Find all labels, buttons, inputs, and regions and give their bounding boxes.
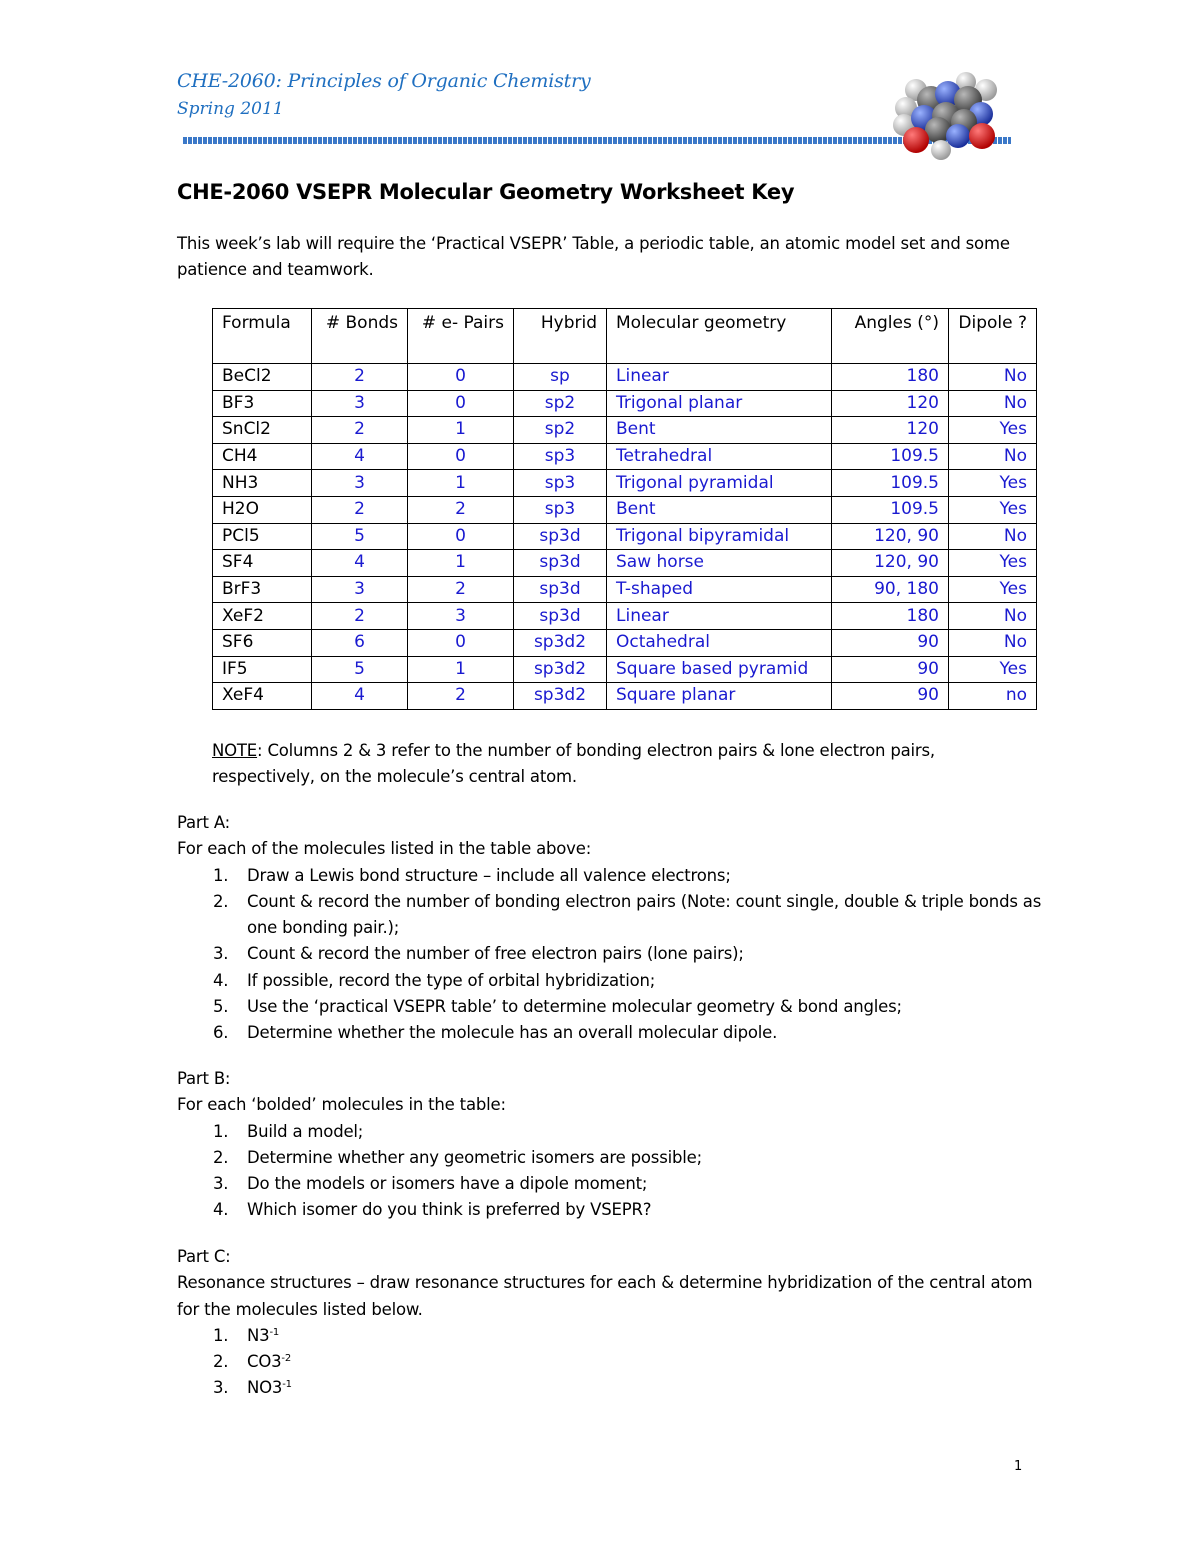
hybrid-cell: sp3d	[514, 523, 607, 550]
pairs-cell: 0	[408, 443, 514, 470]
geometry-cell: Linear	[607, 603, 832, 630]
dipole-cell: No	[949, 390, 1037, 417]
list-item-text: Determine whether the molecule has an overall molecular dipole.	[247, 1023, 778, 1043]
list-item-text: Draw a Lewis bond structure – include all valence electrons;	[247, 865, 731, 885]
geometry-cell: Bent	[607, 496, 832, 523]
dipole-cell: No	[949, 629, 1037, 656]
hybrid-cell: sp	[514, 364, 607, 391]
list-item-text: Which isomer do you think is preferred by VSEPR?	[247, 1200, 652, 1220]
formula-cell: BrF3	[213, 576, 312, 603]
list-item: 2. Determine whether any geometric isomers are possible;	[213, 1147, 702, 1167]
geometry-cell: Saw horse	[607, 550, 832, 577]
part-b-lead: For each ‘bolded’ molecules in the table:	[177, 1095, 506, 1115]
geometry-cell: T-shaped	[607, 576, 832, 603]
part-a-lead: For each of the molecules listed in the table above:	[177, 839, 592, 859]
header-bonds: # Bonds	[312, 309, 408, 364]
bonds-cell: 5	[312, 656, 408, 683]
part-c-section	[177, 1244, 1047, 1402]
part-b-heading: Part B:	[177, 1069, 231, 1088]
bonds-cell: 2	[312, 364, 408, 391]
pairs-cell: 2	[408, 683, 514, 710]
dipole-cell: No	[949, 523, 1037, 550]
formula-cell: BeCl2	[213, 364, 312, 391]
pairs-cell: 0	[408, 390, 514, 417]
table-note	[212, 738, 1042, 790]
hybrid-cell: sp2	[514, 390, 607, 417]
ion-formula: CO3	[247, 1352, 282, 1372]
angles-cell: 120	[832, 390, 949, 417]
angles-cell: 120	[832, 417, 949, 444]
table-row	[213, 417, 1037, 444]
pairs-cell: 2	[408, 576, 514, 603]
list-item: 2. Count & record the number of bonding electron pairs (Note: count single, double & triple bonds as one bonding pair.);	[213, 891, 1042, 938]
note-text: : Columns 2 & 3 refer to the number of bonding electron pairs & lone electron pairs, respectively, on the molecule’s central atom.	[212, 741, 935, 786]
bonds-cell: 2	[312, 417, 408, 444]
angles-cell: 109.5	[832, 443, 949, 470]
formula-cell: SnCl2	[213, 417, 312, 444]
pairs-cell: 0	[408, 364, 514, 391]
header-formula: Formula	[213, 309, 312, 364]
bonds-cell: 3	[312, 470, 408, 497]
list-item: 1. $N3^{-1}$	[213, 1325, 280, 1345]
hybrid-cell: sp3d	[514, 576, 607, 603]
table-row	[213, 603, 1037, 630]
ion-charge: -2	[281, 1353, 291, 1365]
course-term: Spring 2011	[177, 99, 284, 119]
header-geometry: Molecular geometry	[607, 309, 832, 364]
list-item: 6. Determine whether the molecule has an overall molecular dipole.	[213, 1023, 778, 1043]
bonds-cell: 2	[312, 603, 408, 630]
table-row	[213, 550, 1037, 577]
dipole-cell: Yes	[949, 576, 1037, 603]
hybrid-cell: sp3	[514, 470, 607, 497]
document-title: CHE-2060 VSEPR Molecular Geometry Worksheet Key	[177, 180, 795, 204]
list-item-text: Determine whether any geometric isomers are possible;	[247, 1147, 702, 1167]
angles-cell: 120, 90	[832, 523, 949, 550]
dipole-cell: No	[949, 603, 1037, 630]
hybrid-cell: sp2	[514, 417, 607, 444]
hybrid-cell: sp3d2	[514, 656, 607, 683]
list-item-text: Count & record the number of free electron pairs (lone pairs);	[247, 944, 744, 964]
list-item: 5. Use the ‘practical VSEPR table’ to determine molecular geometry & bond angles;	[213, 997, 902, 1017]
list-item-text: Use the ‘practical VSEPR table’ to determine molecular geometry & bond angles;	[247, 997, 902, 1017]
formula-cell: IF5	[213, 656, 312, 683]
list-item: 3. $NO3^{-1}$	[213, 1378, 292, 1398]
pairs-cell: 0	[408, 629, 514, 656]
angles-cell: 109.5	[832, 470, 949, 497]
formula-cell: NH3	[213, 470, 312, 497]
pairs-cell: 1	[408, 470, 514, 497]
formula-cell: SF6	[213, 629, 312, 656]
list-item-text: Build a model;	[247, 1121, 364, 1141]
list-item-text: If possible, record the type of orbital hybridization;	[247, 970, 656, 990]
geometry-cell: Tetrahedral	[607, 443, 832, 470]
dipole-cell: Yes	[949, 496, 1037, 523]
dipole-cell: no	[949, 683, 1037, 710]
bonds-cell: 6	[312, 629, 408, 656]
angles-cell: 90	[832, 683, 949, 710]
table-row	[213, 364, 1037, 391]
ion-formula: NO3	[247, 1378, 283, 1398]
geometry-cell: Square based pyramid	[607, 656, 832, 683]
table-row	[213, 576, 1037, 603]
geometry-cell: Linear	[607, 364, 832, 391]
hybrid-cell: sp3d2	[514, 629, 607, 656]
hybrid-cell: sp3d	[514, 603, 607, 630]
formula-cell: BF3	[213, 390, 312, 417]
hybrid-cell: sp3d	[514, 550, 607, 577]
table-row	[213, 390, 1037, 417]
table-header-row	[213, 309, 1037, 364]
table-row	[213, 683, 1037, 710]
angles-cell: 180	[832, 364, 949, 391]
bonds-cell: 4	[312, 683, 408, 710]
part-a-section	[177, 810, 1047, 1047]
vsepr-table	[212, 308, 1037, 710]
bonds-cell: 3	[312, 576, 408, 603]
part-c-heading: Part C:	[177, 1247, 231, 1266]
list-item: 4. If possible, record the type of orbital hybridization;	[213, 970, 656, 990]
dipole-cell: Yes	[949, 656, 1037, 683]
geometry-cell: Octahedral	[607, 629, 832, 656]
pairs-cell: 3	[408, 603, 514, 630]
formula-cell: H2O	[213, 496, 312, 523]
dipole-cell: Yes	[949, 417, 1037, 444]
header-hybrid: Hybrid	[514, 309, 607, 364]
geometry-cell: Trigonal pyramidal	[607, 470, 832, 497]
table-row	[213, 470, 1037, 497]
hybrid-cell: sp3	[514, 496, 607, 523]
pairs-cell: 2	[408, 496, 514, 523]
pairs-cell: 1	[408, 656, 514, 683]
table-row	[213, 496, 1037, 523]
table-row	[213, 629, 1037, 656]
note-label: NOTE	[212, 741, 258, 760]
hybrid-cell: sp3d2	[514, 683, 607, 710]
pairs-cell: 1	[408, 550, 514, 577]
dipole-cell: No	[949, 443, 1037, 470]
formula-cell: XeF2	[213, 603, 312, 630]
bonds-cell: 4	[312, 443, 408, 470]
formula-cell: SF4	[213, 550, 312, 577]
bonds-cell: 4	[312, 550, 408, 577]
formula-cell: PCl5	[213, 523, 312, 550]
part-c-lead: Resonance structures – draw resonance structures for each & determine hybridization of the central atom for the molecules listed below.	[177, 1273, 1033, 1319]
part-a-heading: Part A:	[177, 813, 230, 832]
hybrid-cell: sp3	[514, 443, 607, 470]
angles-cell: 109.5	[832, 496, 949, 523]
pairs-cell: 1	[408, 417, 514, 444]
intro-paragraph: This week’s lab will require the ‘Practical VSEPR’ Table, a periodic table, an atomic model set and some patience and teamwork.	[177, 234, 1010, 279]
page-number: 1	[1014, 1459, 1023, 1474]
bonds-cell: 3	[312, 390, 408, 417]
list-item: 3. Count & record the number of free electron pairs (lone pairs);	[213, 944, 744, 964]
list-item: 3. Do the models or isomers have a dipole moment;	[213, 1174, 648, 1194]
molecule-model-icon	[886, 70, 1016, 160]
dipole-cell: No	[949, 364, 1037, 391]
list-item-text: Count & record the number of bonding electron pairs (Note: count single, double & triple bonds as one bonding pair.);	[247, 891, 1042, 938]
pairs-cell: 0	[408, 523, 514, 550]
list-item-text: Do the models or isomers have a dipole moment;	[247, 1174, 648, 1194]
geometry-cell: Square planar	[607, 683, 832, 710]
angles-cell: 120, 90	[832, 550, 949, 577]
ion-charge: -1	[282, 1379, 292, 1391]
formula-cell: CH4	[213, 443, 312, 470]
list-item: 1. Draw a Lewis bond structure – include all valence electrons;	[213, 865, 731, 885]
angles-cell: 180	[832, 603, 949, 630]
angles-cell: 90, 180	[832, 576, 949, 603]
angles-cell: 90	[832, 656, 949, 683]
list-item: 4. Which isomer do you think is preferred by VSEPR?	[213, 1200, 652, 1220]
geometry-cell: Trigonal planar	[607, 390, 832, 417]
geometry-cell: Trigonal bipyramidal	[607, 523, 832, 550]
table-row	[213, 656, 1037, 683]
part-b-section	[177, 1066, 1047, 1224]
list-item: 1. Build a model;	[213, 1121, 364, 1141]
ion-formula: N3	[247, 1325, 270, 1345]
header-dipole: Dipole ?	[949, 309, 1037, 364]
dipole-cell: Yes	[949, 550, 1037, 577]
angles-cell: 90	[832, 629, 949, 656]
geometry-cell: Bent	[607, 417, 832, 444]
ion-charge: -1	[269, 1326, 280, 1338]
bonds-cell: 5	[312, 523, 408, 550]
bonds-cell: 2	[312, 496, 408, 523]
table-row	[213, 523, 1037, 550]
header-angles: Angles (°)	[832, 309, 949, 364]
list-item: 2. $CO3^{-2}$	[213, 1352, 291, 1372]
formula-cell: XeF4	[213, 683, 312, 710]
dipole-cell: Yes	[949, 470, 1037, 497]
table-row	[213, 443, 1037, 470]
header-pairs: # e- Pairs	[408, 309, 514, 364]
course-title: CHE-2060: Principles of Organic Chemistry	[177, 70, 591, 92]
